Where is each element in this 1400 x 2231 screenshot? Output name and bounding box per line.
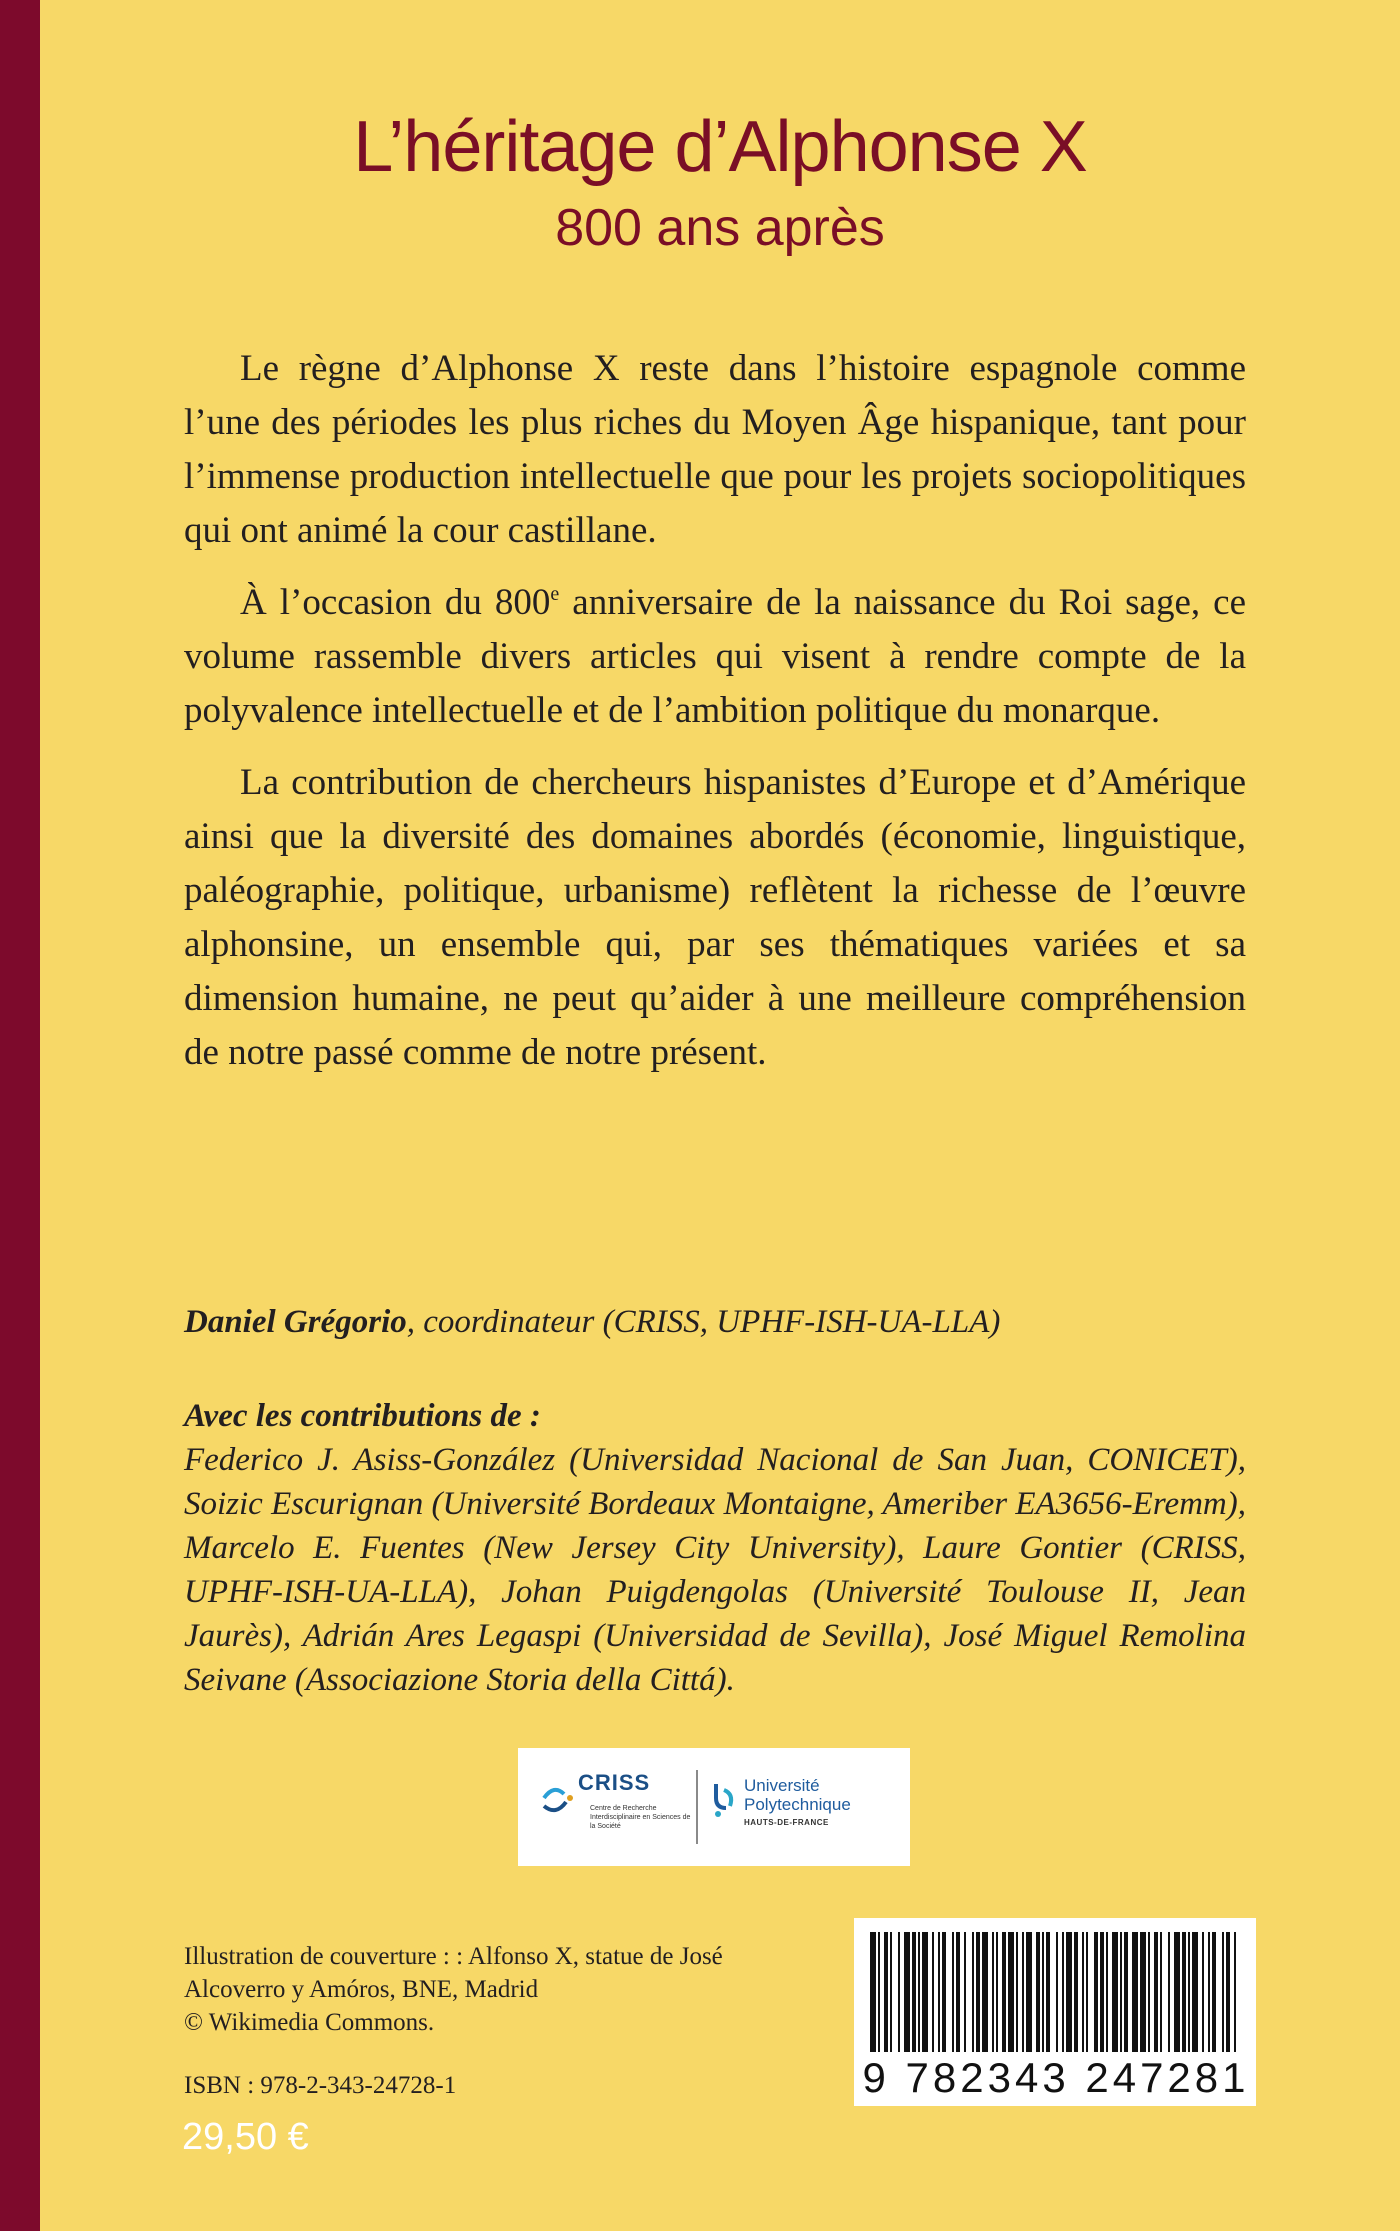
barcode-bar bbox=[982, 1932, 988, 2052]
barcode-bar bbox=[1094, 1932, 1098, 2052]
barcode-bar bbox=[1208, 1932, 1210, 2052]
barcode-bar bbox=[1056, 1932, 1058, 2052]
barcode-bar bbox=[1226, 1932, 1230, 2052]
coordinator-name: Daniel Grégorio bbox=[184, 1304, 407, 1340]
blurb-paragraph-2 bbox=[184, 576, 1246, 738]
uphf-logo-text bbox=[744, 1776, 851, 1814]
barcode-bar bbox=[1234, 1932, 1236, 2052]
price: 29,50 € bbox=[182, 2116, 309, 2158]
uphf-name-line-1: Université bbox=[744, 1776, 820, 1795]
barcode-bar bbox=[898, 1932, 900, 2052]
barcode-digits: 9 782343 247281 bbox=[862, 2054, 1250, 2101]
barcode-bar bbox=[870, 1932, 876, 2052]
barcode-bar bbox=[942, 1932, 946, 2052]
barcode-bar bbox=[1042, 1932, 1044, 2052]
barcode-bar bbox=[1120, 1932, 1122, 2052]
illustration-caption: Illustration de couverture : : Alfonso X, statue de José Alcoverro y Amóros, BNE, Madrid bbox=[184, 1943, 723, 2003]
barcode-bar bbox=[1066, 1932, 1072, 2052]
barcode-bars bbox=[866, 1932, 1244, 2056]
barcode-bar bbox=[976, 1932, 980, 2052]
barcode-bar bbox=[878, 1932, 880, 2052]
barcode-bar bbox=[1074, 1932, 1078, 2052]
barcode-bar bbox=[1022, 1932, 1024, 2052]
barcode-bar bbox=[996, 1932, 998, 2052]
barcode-bar bbox=[1124, 1932, 1128, 2052]
book-subtitle: 800 ans après bbox=[555, 199, 885, 257]
uphf-logo-icon bbox=[710, 1780, 738, 1820]
logo-divider bbox=[696, 1770, 698, 1844]
contributors-block bbox=[184, 1394, 1246, 1702]
barcode-bar bbox=[972, 1932, 974, 2052]
barcode-bar bbox=[1188, 1932, 1190, 2052]
blurb-p2-end: anniversaire de la naissance du Roi sage, ce volume rassemble divers articles qui visent à rendre compte de la polyvalence intellectuelle et de l’ambition politique du monarque. bbox=[184, 582, 1246, 731]
barcode-bar bbox=[918, 1932, 920, 2052]
partner-logos bbox=[518, 1748, 910, 1866]
ordinal-superscript: e bbox=[550, 583, 560, 605]
blurb-paragraph-1: Le règne d’Alphonse X reste dans l’histoire espagnole comme l’une des périodes les plus riches du Moyen Âge hispanique, tant pour l’immense production intellectuelle que pour les projets sociopolitiques qui ont animé la cour castillane. bbox=[184, 348, 1246, 551]
barcode-bar bbox=[1192, 1932, 1198, 2052]
barcode-bar bbox=[884, 1932, 888, 2052]
barcode-bar bbox=[1112, 1932, 1118, 2052]
book-title: L’héritage d’Alphonse X bbox=[353, 107, 1087, 187]
barcode-bar bbox=[890, 1932, 892, 2052]
uphf-name-line-2: Polytechnique bbox=[744, 1795, 851, 1814]
barcode-bar bbox=[1106, 1932, 1108, 2052]
illustration-credit bbox=[184, 1940, 824, 2039]
barcode-bar bbox=[1160, 1932, 1162, 2052]
barcode-bar bbox=[912, 1932, 916, 2052]
book-spine bbox=[0, 0, 40, 2231]
barcode-bar bbox=[956, 1932, 960, 2052]
barcode-bar bbox=[1182, 1932, 1186, 2052]
barcode-bar bbox=[932, 1932, 934, 2052]
barcode-bar bbox=[1062, 1932, 1064, 2052]
barcode-bar bbox=[1148, 1932, 1150, 2052]
barcode-bar bbox=[1008, 1932, 1014, 2052]
criss-logo-subtitle: Centre de Recherche Interdisciplinaire en Sciences de la Société bbox=[590, 1805, 691, 1830]
coordinator-line bbox=[184, 1300, 1246, 1344]
coordinator-role: , coordinateur (CRISS, UPHF-ISH-UA-LLA) bbox=[406, 1304, 1001, 1340]
barcode-bar bbox=[1036, 1932, 1040, 2052]
barcode-bar bbox=[992, 1932, 994, 2052]
barcode-bar bbox=[1174, 1932, 1180, 2052]
isbn: ISBN : 978-2-343-24728-1 bbox=[184, 2072, 457, 2099]
barcode-bar bbox=[1132, 1932, 1138, 2052]
blurb-p2-start: À l’occasion du 800 bbox=[240, 582, 551, 623]
barcode-bar bbox=[1046, 1932, 1050, 2052]
title-block bbox=[40, 105, 1400, 261]
barcode-bar bbox=[1082, 1932, 1084, 2052]
copyright-line: © Wikimedia Commons. bbox=[184, 2009, 435, 2036]
criss-logo-text: CRISS bbox=[578, 1770, 651, 1795]
barcode-bar bbox=[1212, 1932, 1216, 2052]
barcode-bar bbox=[1002, 1932, 1006, 2052]
barcode-bar bbox=[1168, 1932, 1170, 2052]
barcode-bar bbox=[964, 1932, 966, 2052]
back-cover-blurb bbox=[184, 342, 1246, 1098]
barcode-bar bbox=[1100, 1932, 1104, 2052]
barcode-bar bbox=[938, 1932, 940, 2052]
barcode-bar bbox=[1154, 1932, 1158, 2052]
contributors-heading: Avec les contributions de : bbox=[184, 1398, 541, 1434]
barcode-bar bbox=[922, 1932, 928, 2052]
barcode-bar bbox=[1016, 1932, 1018, 2052]
contributors-list: Federico J. Asiss-González (Universidad Nacional de San Juan, CONICET), Soizic Escurignan (Université Bordeaux Montaigne, Ameriber EA3656-Eremm), Marcelo E. Fuentes (New Jersey City University), Laure Gontier (CRISS, UPHF-ISH-UA-LLA), Johan Puigdengolas (Université Toulouse II, Jean Jaurès), Adrián Ares Legaspi (Universidad de Sevilla), José Miguel Remolina Seivane (Associazione Storia della Cittá). bbox=[184, 1442, 1246, 1698]
barcode-bar bbox=[904, 1932, 910, 2052]
barcode-bar bbox=[1202, 1932, 1204, 2052]
uphf-logo-subtitle: HAUTS-DE-FRANCE bbox=[744, 1818, 829, 1827]
barcode-bar bbox=[1026, 1932, 1032, 2052]
barcode-bar bbox=[1140, 1932, 1146, 2052]
barcode-bar bbox=[952, 1932, 954, 2052]
blurb-paragraph-3: La contribution de chercheurs hispanistes d’Europe et d’Amérique ainsi que la diversité des domaines abordés (économie, linguistique, paléographie, politique, urbanisme) reflètent la richesse de l’œuvre alphonsine, un ensemble qui, par ses thématiques variées et sa dimension humaine, ne peut qu’aider à une meilleure compréhension de notre passé comme de notre présent. bbox=[184, 762, 1246, 1073]
barcode bbox=[854, 1918, 1256, 2106]
barcode-bar bbox=[1086, 1932, 1088, 2052]
barcode-bar bbox=[1222, 1932, 1224, 2052]
